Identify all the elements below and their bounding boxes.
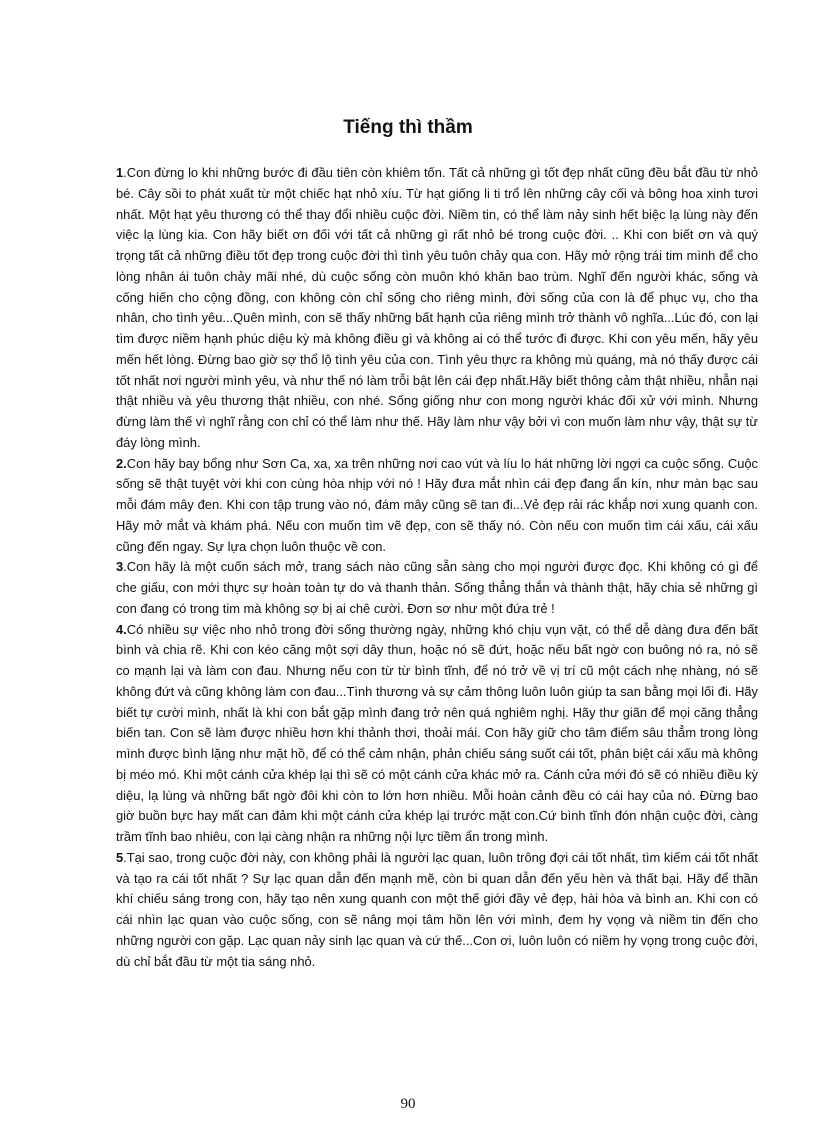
paragraph-number: 3 [116, 559, 124, 575]
paragraph-4 [116, 620, 758, 848]
paragraph-text: .Tại sao, trong cuộc đời này, con không phải là người lạc quan, luôn trông đợi cái tốt nhất, tìm kiếm cái tốt nhất và tạo ra cái tốt nhất ? Sự lạc quan dẫn đến mạnh mẽ, còn bi quan dẫn đến yếu hèn và thất bại. Hãy để thần khí chiếu sáng trong con, hãy tạo nên xung quanh con một thế giới đầy vẻ đẹp, hài hòa và bình an. Khi con có cái nhìn lạc quan vào cuộc sống, con sẽ nâng mọi tâm hồn lên với mình, đem hy vọng và niềm tin đến cho những người con gặp. Lạc quan nảy sinh lạc quan và cứ thế...Con ơi, luôn luôn có niềm hy vọng trong cuộc đời, dù chỉ bắt đầu từ một tia sáng nhỏ. [116, 849, 758, 969]
page-title: Tiếng thì thầm [343, 117, 473, 138]
page-number: 90 [400, 1096, 416, 1112]
paragraph-number: 4. [116, 621, 127, 637]
paragraph-text: .Con đừng lo khi những bước đi đầu tiên còn khiêm tốn. Tất cả những gì tốt đẹp nhất cũng đều bắt đầu từ nhỏ bé. Cây sồi to phát xuất từ một chiếc hạt nhỏ xíu. Từ hạt giống li ti trổ lên những cây cối và bông hoa xinh tươi nhất. Một hạt yêu thương có thể thay đổi nhiều cuộc đời. Niềm tin, có thể làm nảy sinh hết biệc lạ lùng này đến việc lạ lùng kia. Con hãy biết ơn đối với tất cả những gì rất nhỏ bé trong cuộc đời. .. Khi con biết ơn và quý trọng tất cả những điều tốt đẹp trong cuộc đời thì tình yêu tuôn chảy qua con. Hãy mở rộng trái tim mình để cho lòng nhân ái tuôn chảy mãi nhé, dù cuộc sống còn muôn khó khăn bao trùm. Nghĩ đến người khác, sống và cống hiến cho cộng đồng, con không còn chỉ sống cho riêng mình, đời sống của con là để phục vụ, cho tha nhân, cho tình yêu...Quên mình, con sẽ thấy những bất hạnh của riêng mình trở thành vô nghĩa...Lúc đó, con lại tìm được niềm hạnh phúc diệu kỳ mà không điều gì và không ai có thể tước đi được. Khi con yêu mến, hãy yêu mến hết lòng. Đừng bao giờ sợ thổ lộ tình yêu của con. Tình yêu thực ra không mù quáng, mà nó thấy được cái tốt nhất nơi người mình yêu, và như thế nó làm trỗi bật lên cái đẹp nhất.Hãy biết thông cảm thật nhiều, nhẫn nại thật nhiều và yêu thương thật nhiều, con nhé. Sống giống như con mong người khác đối xử với mình. Nhưng đừng làm thế vì nghĩ rằng con chỉ có thể làm như thế. Hãy làm như vậy bởi vì con muốn làm như vậy, thật sự từ đáy lòng mình. [116, 165, 758, 450]
paragraph-5 [116, 848, 758, 973]
document-body [116, 163, 758, 972]
paragraph-number: 5 [116, 849, 124, 865]
paragraph-text: Con hãy bay bổng như Sơn Ca, xa, xa trên những nơi cao vút và líu lo hát những lời ngợi ca cuộc sống. Cuộc sống sẽ thật tuyệt vời khi con cùng hòa nhịp với nó ! Hãy đưa mắt nhìn cái đẹp đang ẩn kín, như màn bạc sau mỗi đám mây đen. Khi con tập trung vào nó, đám mây cũng sẽ tan đi...Vẻ đẹp rải rác khắp nơi xung quanh con. Hãy mở mắt và khám phá. Nếu con muốn tìm vẽ đẹp, con sẽ thấy nó. Còn nếu con muốn tìm cái xấu, cái xấu cũng đến ngay. Sự lựa chọn luôn thuộc về con. [116, 455, 758, 554]
paragraph-3 [116, 557, 758, 619]
paragraph-number: 1 [116, 165, 124, 180]
paragraph-1 [116, 163, 758, 454]
paragraph-text: Có nhiều sự việc nho nhỏ trong đời sống thường ngày, những khó chịu vụn vặt, có thể dễ dàng đưa đến bất bình và chia rẽ. Khi con kéo căng một sợi dây thun, hoặc nó sẽ đứt, hoặc nếu bất ngờ con buông nó ra, nó sẽ co mạnh lại và làm con đau. Nhưng nếu con từ từ bình tĩnh, để nó trở về vị trí cũ một cách nhẹ nhàng, nó sẽ không đứt và cũng không làm con đau...Tình thương và sự cảm thông luôn luôn giúp ta san bằng mọi lối đi. Hãy biết tự cười mình, nhất là khi con bắt gặp mình đang trở nên quá nghiêm nghị. Hãy thư giãn để mọi căng thẳng biến tan. Con sẽ làm được nhiều hơn khi thảnh thơi, thoải mái. Con hãy giữ cho tâm điểm sâu thẳm trong lòng mình được bình lặng như mặt hồ, để có thể cảm nhận, phản chiếu sáng suốt cái tốt, phân biệt cái xấu mà không bị méo mó. Khi một cánh cửa khép lại thì sẽ có một cánh cửa khác mở ra. Cánh cửa mới đó sẽ có nhiều điều kỳ diệu, lạ lùng và những bất ngờ đôi khi còn to lớn hơn nhiều. Mỗi hoàn cảnh đều có cái hay của nó. Đừng bao giờ buồn bực hay mất can đảm khi một cánh cửa khép lại trước mặt con.Cứ bình tĩnh đón nhận cuộc đời, càng trầm tĩnh bao nhiêu, con lại càng nhận ra những nội lực tiềm ẩn trong mình. [116, 621, 759, 844]
paragraph-number: 2. [116, 455, 127, 471]
paragraph-2 [116, 454, 758, 558]
paragraph-text: .Con hãy là một cuốn sách mở, trang sách nào cũng sẵn sàng cho mọi người được đọc. Khi không có gì để che giấu, con mới thực sự hoàn toàn tự do và thanh thản. Sống thẳng thắn và thành thật, hãy chia sẻ những gì con đang có trong tim mà không sợ bị ai chê cười. Đơn sơ như một đứa trẻ ! [116, 559, 758, 616]
